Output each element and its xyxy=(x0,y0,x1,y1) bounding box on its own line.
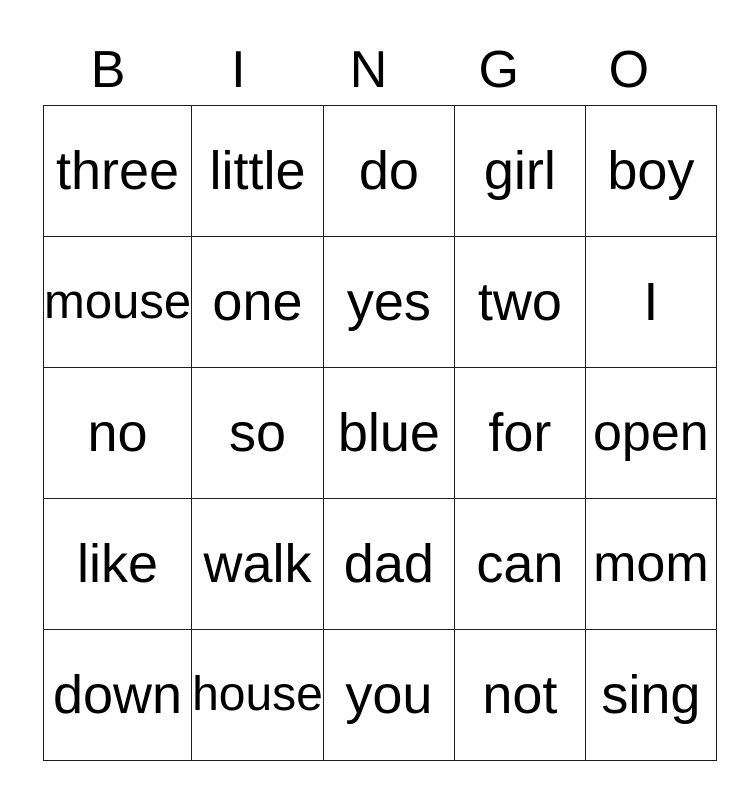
bingo-cell-r3c2[interactable] xyxy=(192,368,324,499)
bingo-word: two xyxy=(477,272,562,332)
bingo-cell-r2c2[interactable] xyxy=(192,237,324,368)
bingo-cell-r3c5[interactable] xyxy=(585,368,716,499)
bingo-cell-r3c1[interactable] xyxy=(44,368,192,499)
bingo-word: girl xyxy=(483,141,556,201)
bingo-word: no xyxy=(87,403,148,463)
bingo-word: like xyxy=(77,534,159,594)
bingo-word: not xyxy=(482,665,558,725)
bingo-cell-r1c4[interactable] xyxy=(454,106,585,237)
bingo-word: boy xyxy=(607,141,695,201)
bingo-word: little xyxy=(209,141,306,201)
title-letter-b: B xyxy=(90,41,126,99)
bingo-row xyxy=(44,499,717,630)
bingo-word: can xyxy=(476,534,564,594)
bingo-row xyxy=(44,630,717,761)
bingo-cell-r2c4[interactable] xyxy=(454,237,585,368)
bingo-cell-r4c2[interactable] xyxy=(192,499,324,630)
bingo-word: dad xyxy=(343,534,434,594)
bingo-grid xyxy=(43,105,717,761)
bingo-row xyxy=(44,237,717,368)
bingo-cell-r4c4[interactable] xyxy=(454,499,585,630)
bingo-word: do xyxy=(358,141,419,201)
bingo-cell-r5c5[interactable] xyxy=(585,630,716,761)
bingo-word: house xyxy=(192,668,323,721)
title-letter-o: O xyxy=(608,41,650,99)
bingo-cell-r5c2[interactable] xyxy=(192,630,324,761)
bingo-cell-r2c5[interactable] xyxy=(585,237,716,368)
bingo-word: mom xyxy=(593,535,709,593)
bingo-word: three xyxy=(55,141,180,201)
bingo-cell-r1c1[interactable] xyxy=(44,106,192,237)
bingo-cell-r3c3[interactable] xyxy=(323,368,454,499)
bingo-word: mouse xyxy=(44,274,192,329)
bingo-row xyxy=(44,368,717,499)
bingo-cell-r4c1[interactable] xyxy=(44,499,192,630)
bingo-cell-r2c1[interactable] xyxy=(44,237,192,368)
bingo-word: I xyxy=(643,272,659,332)
bingo-cell-r1c2[interactable] xyxy=(192,106,324,237)
bingo-word: one xyxy=(212,272,303,332)
bingo-cell-r5c1[interactable] xyxy=(44,630,192,761)
bingo-word: so xyxy=(228,403,286,463)
bingo-row xyxy=(44,106,717,237)
bingo-word: yes xyxy=(346,272,431,332)
bingo-word: open xyxy=(593,404,709,462)
bingo-cell-r1c5[interactable] xyxy=(585,106,716,237)
bingo-cell-r5c4[interactable] xyxy=(454,630,585,761)
bingo-cell-r3c4[interactable] xyxy=(454,368,585,499)
title-letter-i: I xyxy=(231,41,246,99)
bingo-word: sing xyxy=(601,665,701,725)
bingo-cell-r1c3[interactable] xyxy=(323,106,454,237)
bingo-title xyxy=(43,38,694,102)
bingo-cell-r4c3[interactable] xyxy=(323,499,454,630)
bingo-cell-r4c5[interactable] xyxy=(585,499,716,630)
bingo-word: for xyxy=(488,403,552,463)
bingo-cell-r2c3[interactable] xyxy=(323,237,454,368)
bingo-word: blue xyxy=(337,403,440,463)
title-letter-n: N xyxy=(349,41,388,99)
bingo-word: walk xyxy=(203,534,312,594)
bingo-word: down xyxy=(52,665,183,725)
title-letter-g: G xyxy=(478,41,519,99)
bingo-word: you xyxy=(345,665,433,725)
bingo-cell-r5c3[interactable] xyxy=(323,630,454,761)
